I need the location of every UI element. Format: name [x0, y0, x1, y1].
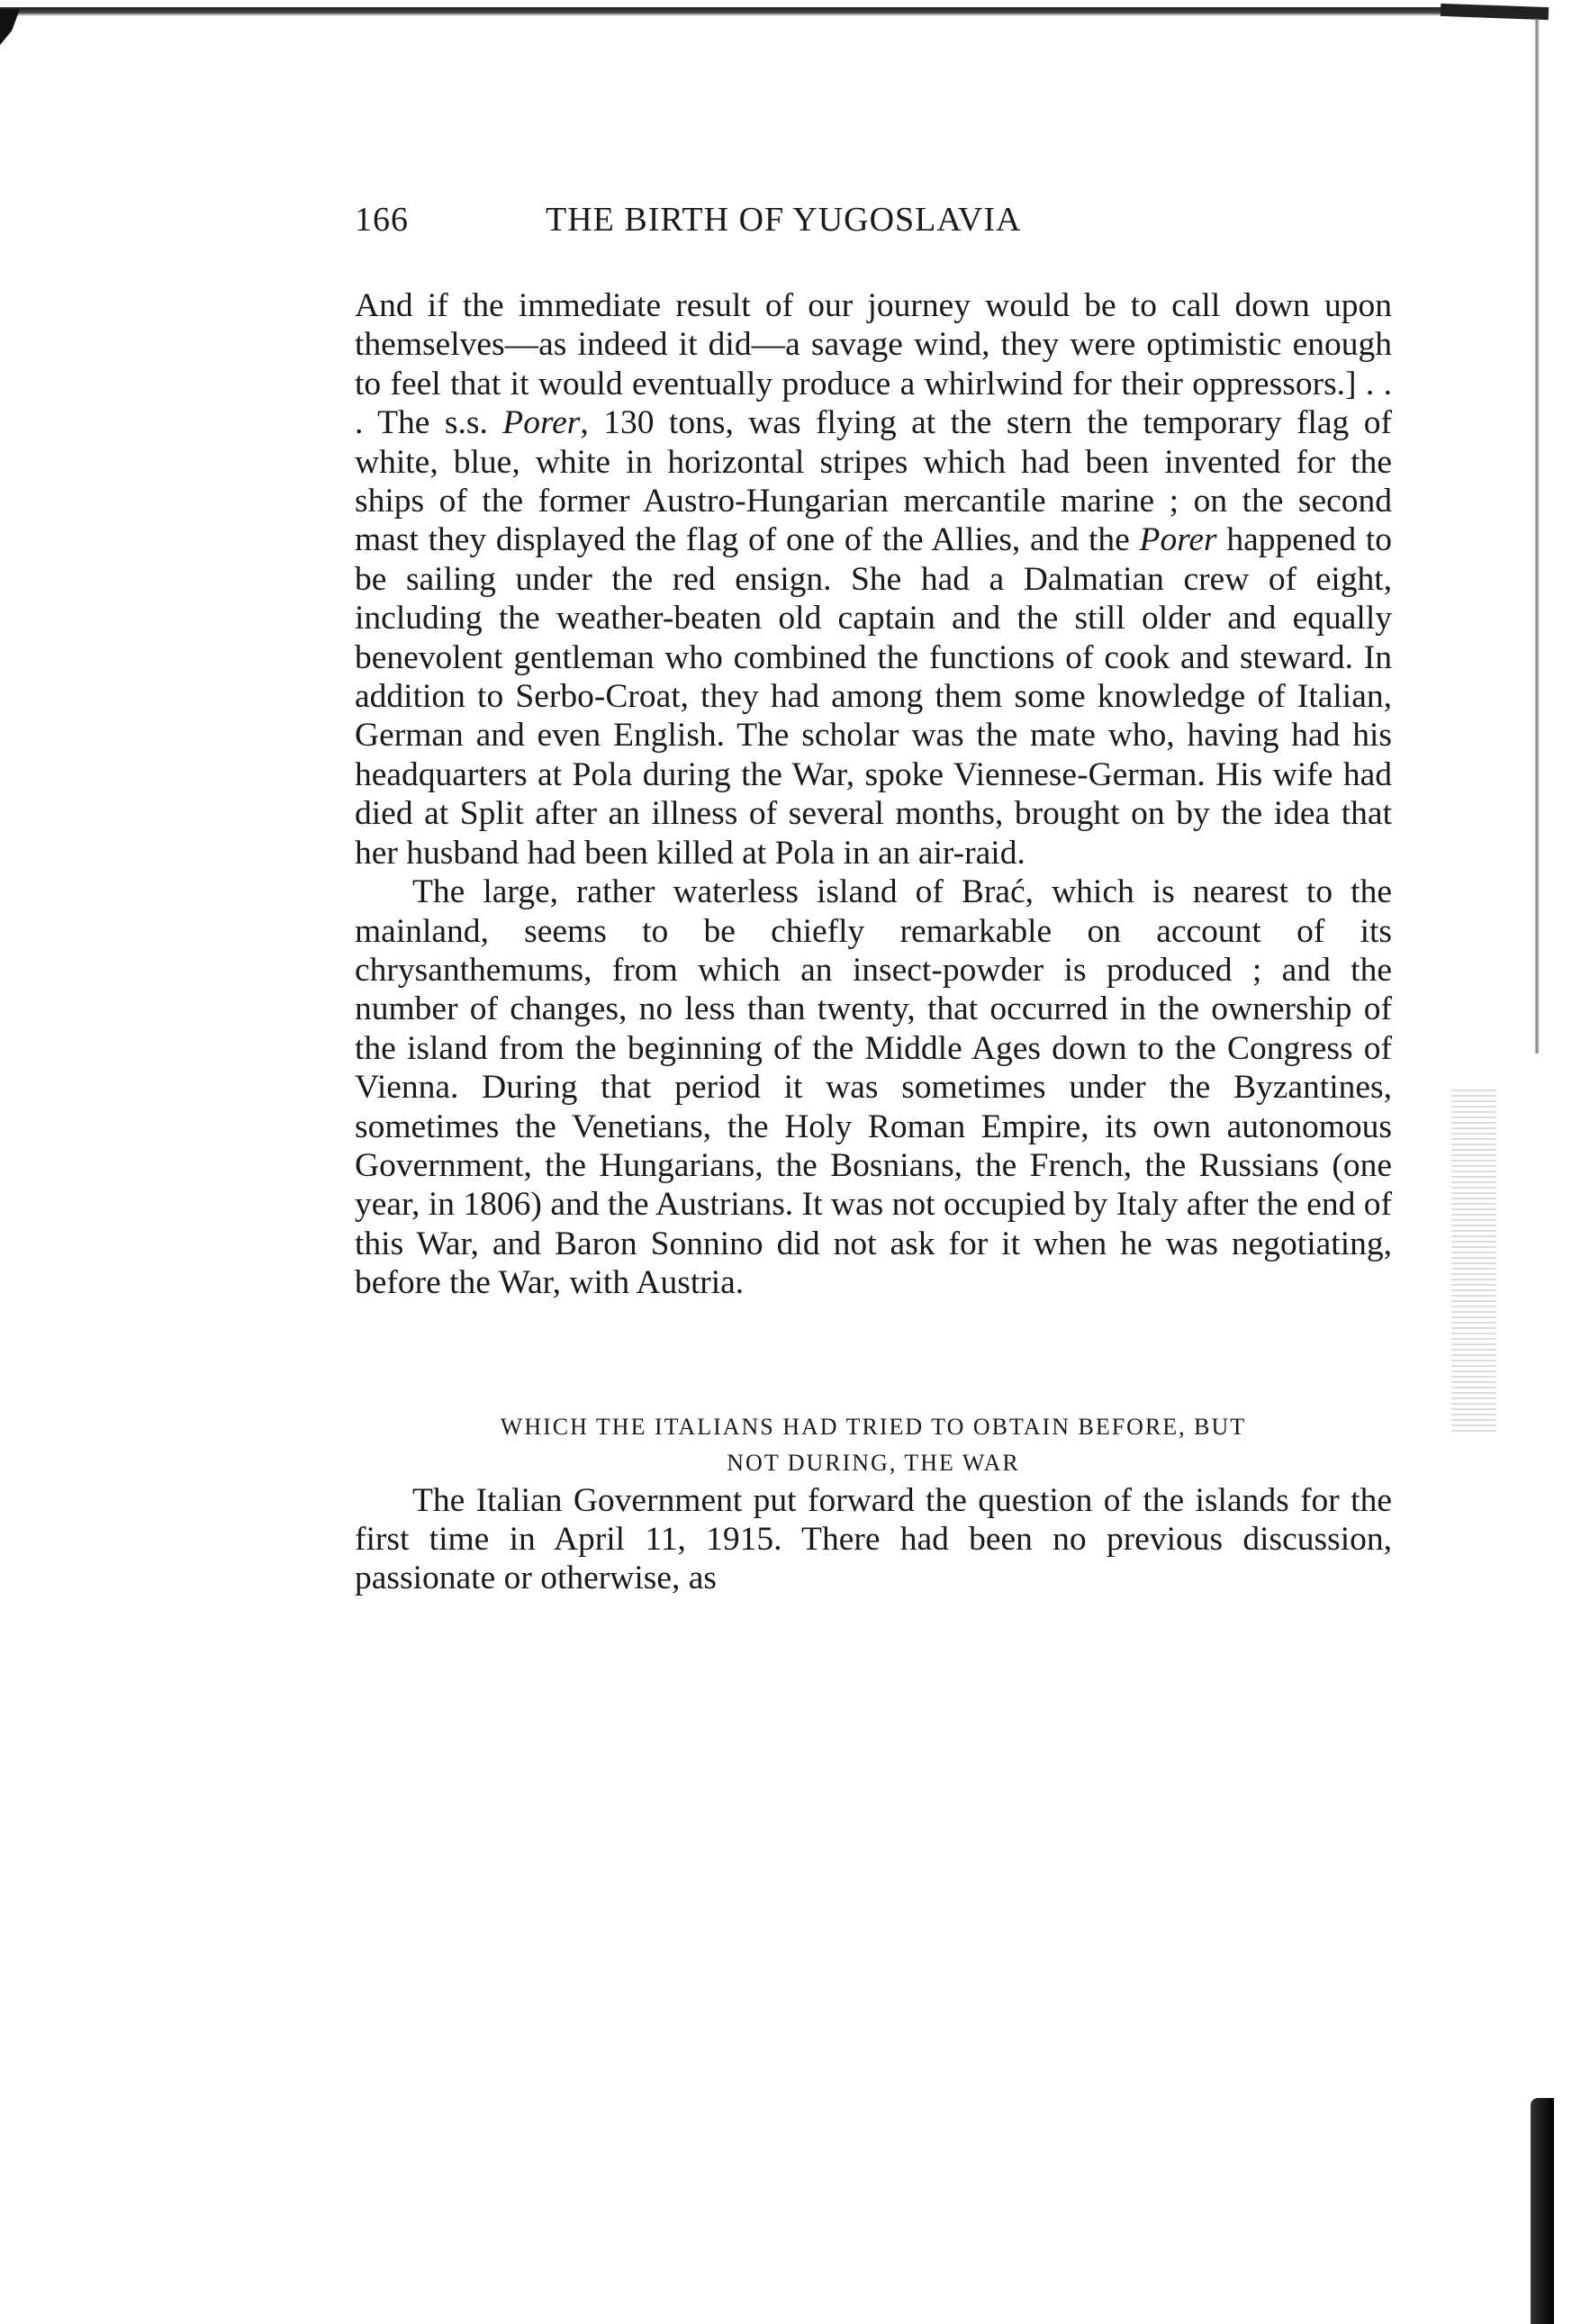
paragraph-porer-part-3: happened to be sailing under the red ensign. She had a Dalmatian crew of eight, including the weather-beaten old captain and the still older and equally benevolent gentleman who combined the functions of cook and steward. In addition to Serbo-Croat, they had among them some knowledge of Italian, German and even English. The scholar was the mate who, having had his headquarters at Pola during the War, spoke Viennese-German. His wife had died at Split after an illness of several months, brought on by the idea that her husband had been killed at Pola in an air-raid.	[355, 521, 1392, 872]
ship-name-porer-2: Porer	[1139, 521, 1217, 559]
scan-edge-right	[1534, 18, 1540, 1053]
book-title: THE BIRTH OF YUGOSLAVIA	[546, 201, 1022, 239]
scan-corner-top-left	[0, 9, 20, 45]
scan-corner-top-right	[1441, 4, 1549, 20]
scan-edge-top	[0, 7, 1531, 16]
paragraph-porer-part-2: , 130 tons, was flying at the stern the temporary flag of white, blue, white in horizontal stripes which had been invented for the ships of the former Austro-Hungarian mercantile marine ; on the second mast they displayed the flag of one of the Allies, and the	[355, 404, 1392, 559]
section-heading	[355, 1409, 1392, 1481]
section-heading-line-1: WHICH THE ITALIANS HAD TRIED TO OBTAIN BEFORE, BUT	[500, 1413, 1247, 1440]
paragraph-italian-government: The Italian Government put forward the question of the islands for the first time in April 11, 1915. There had been no previous discussion, passionate or otherwise, as	[355, 1481, 1392, 1597]
ship-name-porer: Porer	[502, 404, 581, 442]
paragraph-porer	[355, 286, 1392, 873]
paragraph-porer-part-1: And if the immediate result of our journey would be to call down upon themselves—as indeed it did—a savage wind, they were optimistic enough to feel that it would eventually produce a whirlwind for their oppressors.] . . . The s.s.	[355, 287, 1392, 442]
scan-corner-bottom-right	[1531, 2098, 1554, 2324]
body-text	[355, 286, 1392, 1598]
section-heading-line-2: NOT DURING, THE WAR	[727, 1449, 1020, 1476]
running-head	[355, 200, 1392, 250]
page-number: 166	[355, 201, 409, 239]
book-page	[355, 200, 1392, 1598]
paragraph-brac: The large, rather waterless island of Brać, which is nearest to the mainland, seems to be chiefly remarkable on account of its chrysanthemums, from which an insect-powder is produced ; and the number of changes, no less than twenty, that occurred in the ownership of the island from the beginning of the Middle Ages down to the Congress of Vienna. During that period it was sometimes under the Byzantines, sometimes the Venetians, the Holy Roman Empire, its own autonomous Government, the Hungarians, the Bosnians, the French, the Russians (one year, in 1806) and the Austrians. It was not occupied by Italy after the end of this War, and Baron Sonnino did not ask for it when he was negotiating, before the War, with Austria.	[355, 873, 1392, 1302]
scan-speckle-mark	[1451, 1090, 1496, 1432]
